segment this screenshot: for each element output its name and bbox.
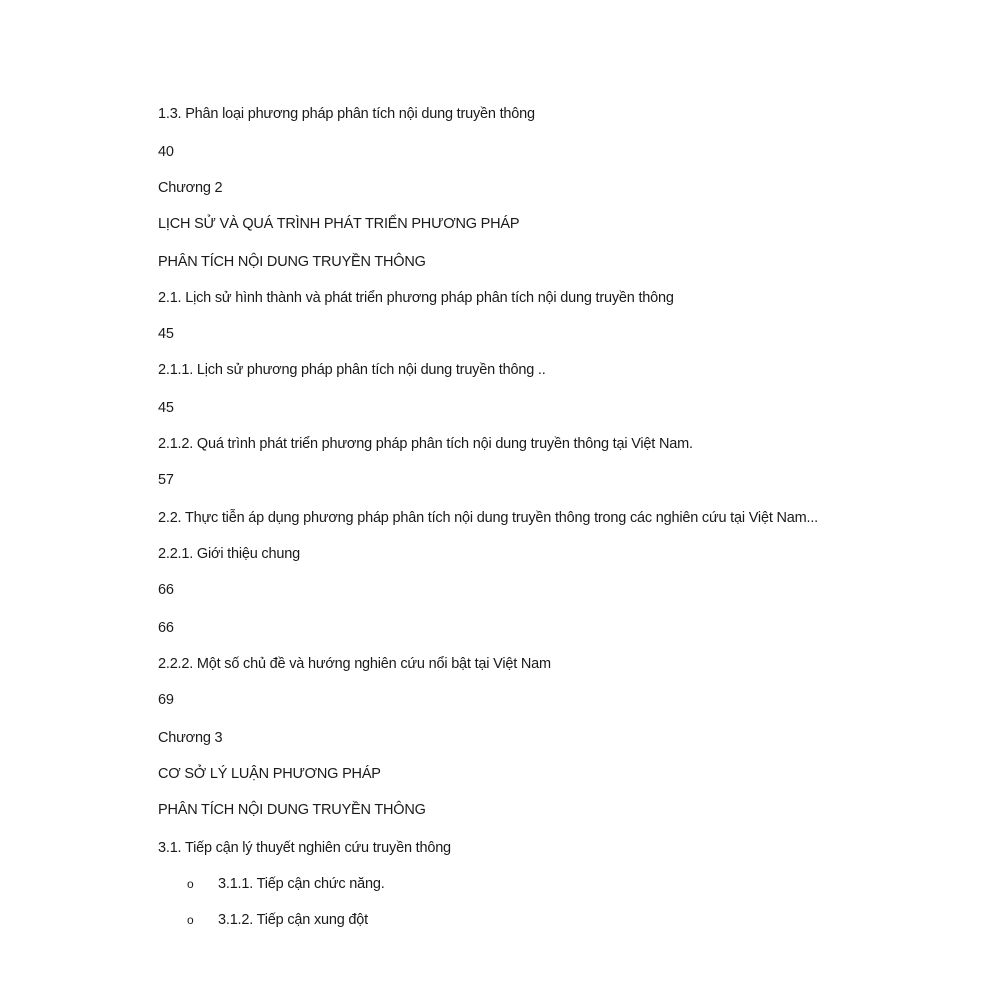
toc-page-number: 69: [158, 692, 174, 708]
toc-page-number: 66: [158, 582, 174, 598]
toc-page-number: 45: [158, 326, 174, 342]
toc-line-1-3: 1.3. Phân loại phương pháp phân tích nội dung truyền thông: [158, 106, 535, 122]
toc-page-number: 66: [158, 620, 174, 636]
chapter-3-title-line-1: CƠ SỞ LÝ LUẬN PHƯƠNG PHÁP: [158, 766, 381, 782]
bullet-circle-icon: o: [187, 913, 194, 927]
toc-line-3-1: 3.1. Tiếp cận lý thuyết nghiên cứu truyền thông: [158, 840, 451, 856]
toc-page-number: 40: [158, 144, 174, 160]
chapter-2-label: Chương 2: [158, 180, 223, 196]
toc-line-2-2-2: 2.2.2. Một số chủ đề và hướng nghiên cứu nổi bật tại Việt Nam: [158, 656, 551, 672]
chapter-3-label: Chương 3: [158, 730, 223, 746]
list-item: [187, 911, 368, 929]
toc-line-2-1-1: 2.1.1. Lịch sử phương pháp phân tích nội dung truyền thông ..: [158, 362, 546, 378]
toc-line-3-1-2: 3.1.2. Tiếp cận xung đột: [218, 912, 368, 928]
chapter-3-title-line-2: PHÂN TÍCH NỘI DUNG TRUYỀN THÔNG: [158, 802, 426, 818]
toc-page-number: 45: [158, 400, 174, 416]
toc-line-2-2: 2.2. Thực tiễn áp dụng phương pháp phân tích nội dung truyền thông trong các nghiên cứu tại Việt Nam...: [158, 510, 818, 526]
list-item: [187, 875, 385, 893]
toc-page-number: 57: [158, 472, 174, 488]
toc-line-2-1-2: 2.1.2. Quá trình phát triển phương pháp phân tích nội dung truyền thông tại Việt Nam.: [158, 436, 693, 452]
chapter-2-title-line-1: LỊCH SỬ VÀ QUÁ TRÌNH PHÁT TRIỂN PHƯƠNG PHÁP: [158, 216, 520, 232]
toc-line-2-2-1: 2.2.1. Giới thiệu chung: [158, 546, 300, 562]
toc-line-2-1: 2.1. Lịch sử hình thành và phát triển phương pháp phân tích nội dung truyền thông: [158, 290, 674, 306]
toc-line-3-1-1: 3.1.1. Tiếp cận chức năng.: [218, 876, 385, 892]
chapter-2-title-line-2: PHÂN TÍCH NỘI DUNG TRUYỀN THÔNG: [158, 254, 426, 270]
bullet-circle-icon: o: [187, 877, 194, 891]
